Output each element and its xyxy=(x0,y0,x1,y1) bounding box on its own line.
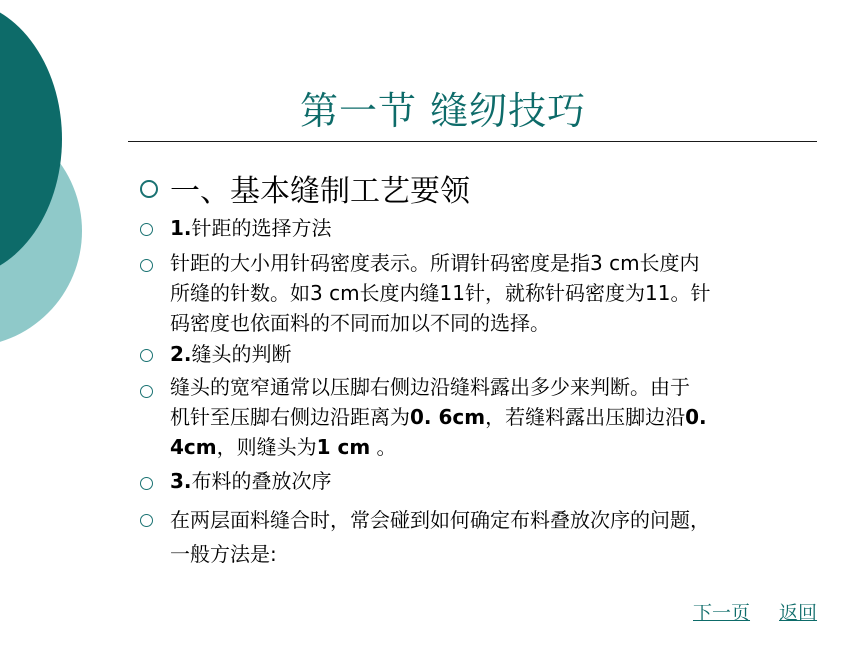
list-item xyxy=(170,466,820,496)
back-link[interactable]: 返回 xyxy=(779,602,818,624)
list-item xyxy=(170,213,820,243)
list-item xyxy=(170,248,820,338)
item-line: 缝头的宽窄通常以压脚右侧边沿缝料露出多少来判断。由于 xyxy=(170,375,690,399)
text-run: ，则缝头为 xyxy=(216,435,317,459)
item-line xyxy=(170,402,820,432)
slide-title: 第一节 缝纫技巧 xyxy=(300,89,587,133)
item-line xyxy=(170,432,820,462)
list-item xyxy=(170,372,820,462)
item-line: 在两层面料缝合时，常会碰到如何确定布料叠放次序的问题， xyxy=(170,508,710,532)
text-run: 。 xyxy=(370,435,397,459)
bullet-icon xyxy=(140,477,153,490)
item-line: 针距的大小用针码密度表示。所谓针码密度是指3 cm长度内 xyxy=(170,251,700,275)
bullet-icon xyxy=(140,514,153,527)
text-run-bold: 4cm xyxy=(170,435,217,459)
bullet-icon xyxy=(140,385,153,398)
title-divider xyxy=(128,141,817,142)
item-line: 码密度也依面料的不同而加以不同的选择。 xyxy=(170,311,550,335)
item-text: 针距的选择方法 xyxy=(191,216,332,240)
next-page-link[interactable]: 下一页 xyxy=(693,602,751,624)
bullet-icon xyxy=(140,349,153,362)
item-text: 布料的叠放次序 xyxy=(191,469,332,493)
text-run: 机针至压脚右侧边沿距离为 xyxy=(170,405,410,429)
bullet-icon xyxy=(140,259,153,272)
item-text: 缝头的判断 xyxy=(191,342,292,366)
bullet-icon xyxy=(140,223,153,236)
item-line: 一般方法是: xyxy=(170,542,277,566)
text-run: ，若缝料露出压脚边沿 xyxy=(485,405,686,429)
item-number: 2. xyxy=(170,342,192,366)
item-number: 3. xyxy=(170,469,192,493)
item-line: 所缝的针数。如3 cm长度内缝11针，就称针码密度为11。针 xyxy=(170,281,711,305)
text-run-bold: 0. xyxy=(685,405,707,429)
text-run-bold: 1 cm xyxy=(316,435,371,459)
list-item xyxy=(170,339,820,369)
text-run-bold: 0. 6cm xyxy=(410,405,486,429)
bullet-icon xyxy=(140,180,158,198)
list-item xyxy=(170,503,820,571)
item-number: 1. xyxy=(170,216,192,240)
section-heading: 一、基本缝制工艺要领 xyxy=(170,174,470,209)
